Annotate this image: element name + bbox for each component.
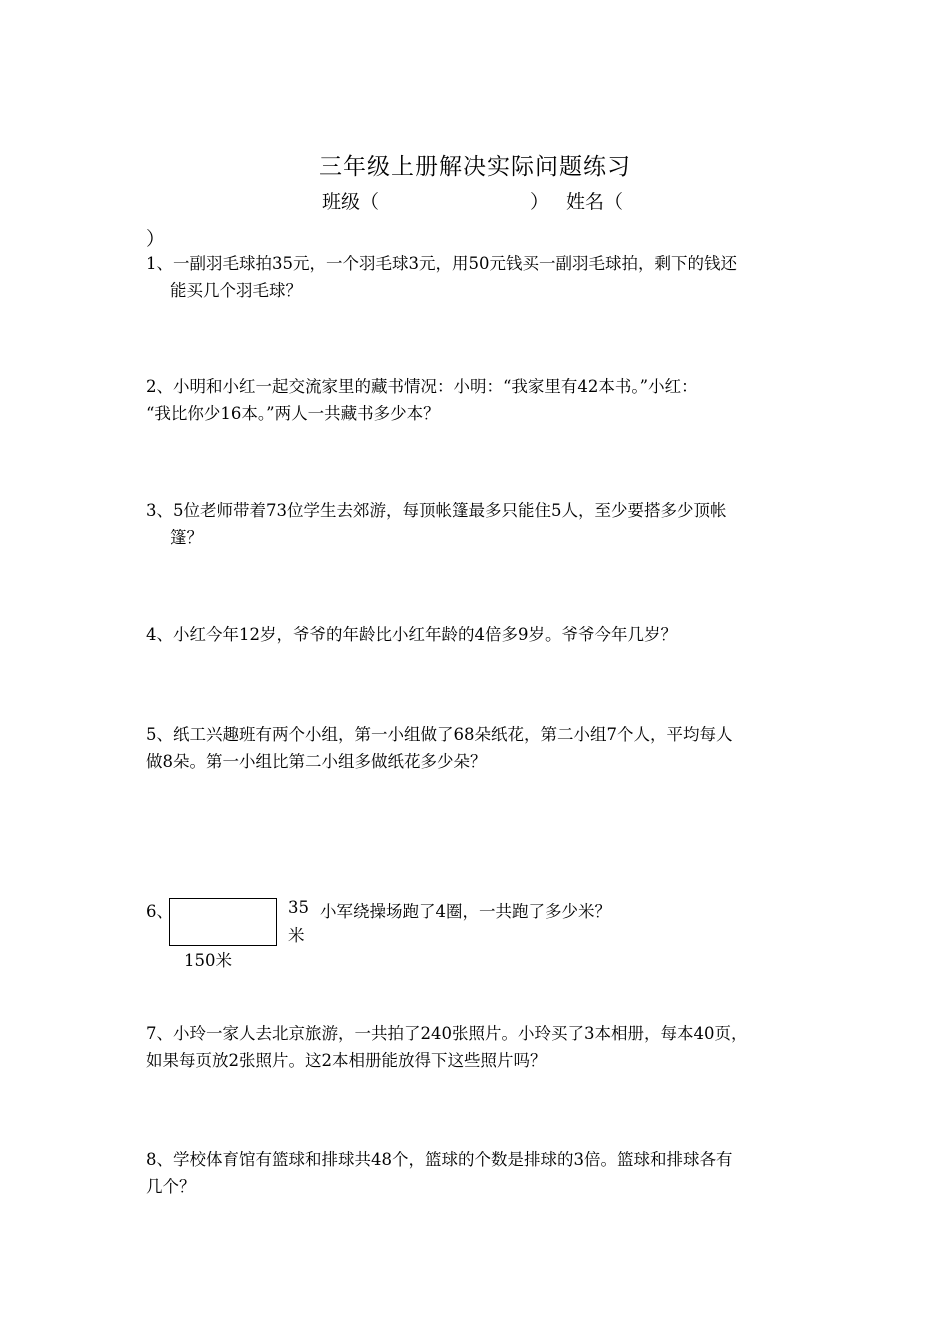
class-close-paren: ） bbox=[530, 191, 550, 213]
question-2 bbox=[146, 373, 826, 427]
question-text: 篷？ bbox=[170, 528, 203, 547]
question-number: 6、 bbox=[146, 902, 173, 921]
question-8 bbox=[146, 1146, 826, 1200]
question-3 bbox=[146, 497, 826, 551]
question-1 bbox=[146, 250, 826, 304]
question-5 bbox=[146, 721, 826, 775]
question-text: 8、学校体育馆有篮球和排球共48个，篮球的个数是排球的3倍。篮球和排球各有 bbox=[146, 1150, 733, 1169]
question-text: “我比你少16本。”两人一共藏书多少本？ bbox=[146, 404, 440, 423]
rectangle-bottom-length: 150米 bbox=[184, 951, 232, 970]
question-text: 小军绕操场跑了4圈，一共跑了多少米？ bbox=[320, 902, 611, 921]
question-text: 5、纸工兴趣班有两个小组，第一小组做了68朵纸花，第二小组7个人，平均每人 bbox=[146, 725, 733, 744]
question-text: 做8朵。第一小组比第二小组多做纸花多少朵？ bbox=[146, 752, 487, 771]
question-text: 几个？ bbox=[146, 1177, 196, 1196]
question-7 bbox=[146, 1020, 826, 1074]
name-label: 姓名（ bbox=[566, 191, 624, 213]
name-close-paren: ） bbox=[146, 228, 166, 250]
rectangle-side-unit: 米 bbox=[288, 926, 305, 945]
question-4 bbox=[146, 621, 826, 648]
question-text: 能买几个羽毛球？ bbox=[170, 281, 302, 300]
playground-rectangle-figure bbox=[169, 898, 277, 946]
question-text: 4、小红今年12岁，爷爷的年龄比小红年龄的4倍多9岁。爷爷今年几岁？ bbox=[146, 625, 677, 644]
rectangle-side-value: 35 bbox=[288, 898, 309, 917]
question-text: 7、小玲一家人去北京旅游，一共拍了240张照片。小玲买了3本相册，每本40页， bbox=[146, 1024, 748, 1043]
question-text: 如果每页放2张照片。这2本相册能放得下这些照片吗？ bbox=[146, 1051, 547, 1070]
question-text: 3、5位老师带着73位学生去郊游，每顶帐篷最多只能住5人，至少要搭多少顶帐 bbox=[146, 501, 727, 520]
class-label: 班级（ bbox=[322, 191, 380, 213]
question-text: 2、小明和小红一起交流家里的藏书情况：小明：“我家里有42本书。”小红： bbox=[146, 377, 698, 396]
page-title: 三年级上册解决实际问题练习 bbox=[319, 154, 631, 180]
question-text: 1、一副羽毛球拍35元，一个羽毛球3元，用50元钱买一副羽毛球拍，剩下的钱还 bbox=[146, 254, 737, 273]
